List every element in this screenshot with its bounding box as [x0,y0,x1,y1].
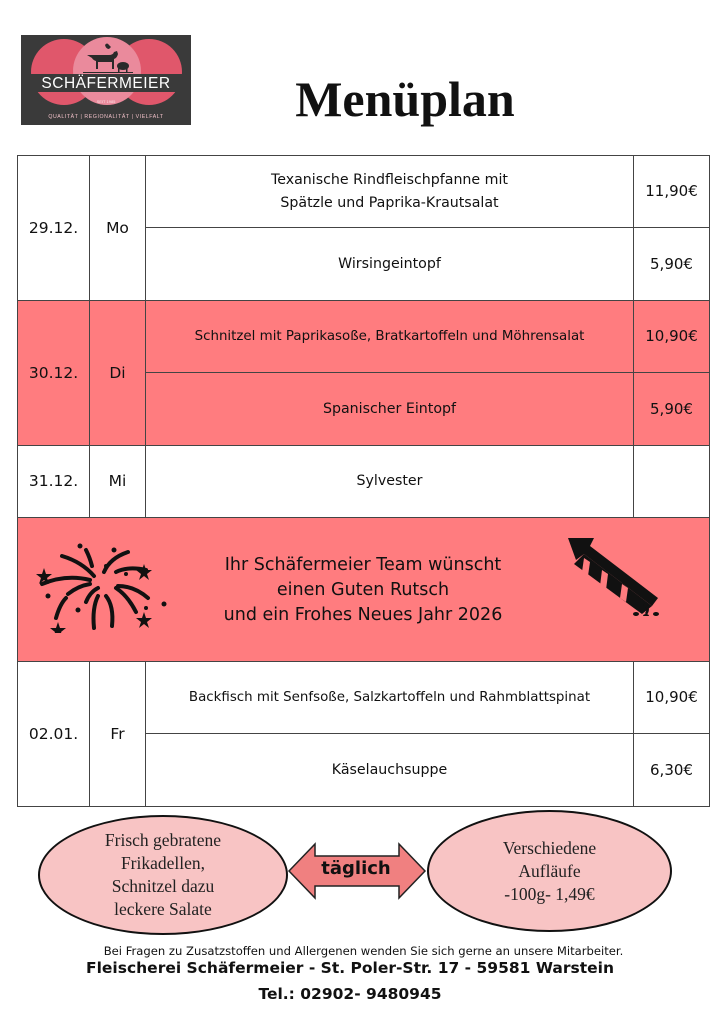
special-left-line: Frisch gebratene [104,830,222,850]
price-cell [634,446,709,517]
daily-label: täglich [321,858,391,879]
farm-animals-icon [83,41,133,75]
dish-cell: Schnitzel mit Paprikasoße, Bratkartoffeln und Möhrensalat [146,301,633,373]
dish-cell: Backfisch mit Senfsoße, Salzkartoffeln und Rahmblattspinat [146,662,633,734]
price-cell: 6,30€ [650,760,693,779]
special-right-line: Aufläufe [518,860,581,881]
special-right-line: -100g- 1,49€ [504,883,595,904]
special-left-line: Frikadellen, [120,853,206,873]
allergen-note: Bei Fragen zu Zusatzstoffen und Allergenen wenden Sie sich gerne an unsere Mitarbeiter. [103,944,624,958]
dish-name-line2: Spätzle und Paprika-Krautsalat [280,194,499,211]
menu-row-wednesday [18,446,709,518]
daily-special-left [38,815,288,935]
company-logo [21,35,191,125]
banner-message [183,553,543,628]
weekday-cell: Di [90,301,146,445]
weekday-cell: Mo [90,156,146,300]
special-left-line: leckere Salate [114,899,212,919]
dish-cell [146,156,633,228]
dish-cell: Wirsingeintopf [338,255,441,272]
price-cell: 5,90€ [650,399,693,418]
menu-table [17,155,710,807]
date-cell: 29.12. [18,156,90,300]
dishes-column [146,446,634,517]
dishes-column [146,156,634,300]
menu-row-tuesday [18,301,709,446]
price-cell: 5,90€ [650,254,693,273]
menu-row-friday [18,662,709,806]
dish-cell: Sylvester [356,473,423,489]
dishes-column [146,662,634,806]
daily-special-right [427,810,672,932]
weekday-cell: Fr [90,662,146,806]
banner-line-1: Ihr Schäfermeier Team wünscht [224,555,502,575]
dish-name-line1: Texanische Rindfleischpfanne mit [270,171,508,188]
logo-since: SEIT 1985 [96,99,116,104]
date-cell: 02.01. [18,662,90,806]
fireworks-icon [34,538,179,633]
prices-column [634,156,709,300]
price-cell: 10,90€ [634,662,709,734]
banner-line-3: und ein Frohes Neues Jahr 2026 [223,605,503,625]
weekday-cell: Mi [90,446,146,517]
price-cell: 10,90€ [634,301,709,373]
shop-address: Fleischerei Schäfermeier - St. Poler-Str. 17 - 59581 Warstein [86,959,614,977]
prices-column [634,446,709,517]
dish-cell: Spanischer Eintopf [322,400,457,417]
dish-cell: Käselauchsuppe [331,761,448,778]
banner-line-2: einen Guten Rutsch [276,580,450,600]
page-title: Menüplan [295,71,515,127]
prices-column [634,301,709,445]
shop-phone: Tel.: 02902- 9480945 [258,985,442,1003]
logo-brand-name: SCHÄFERMEIER [41,75,171,92]
rocket-firework-icon [566,536,670,616]
date-cell: 30.12. [18,301,90,445]
menu-row-monday [18,156,709,301]
date-cell: 31.12. [18,446,90,517]
special-left-line: Schnitzel dazu [111,876,215,896]
price-cell: 11,90€ [634,156,709,228]
dishes-column [146,301,634,445]
new-year-banner [18,518,709,662]
special-right-line: Verschiedene [502,837,597,858]
prices-column [634,662,709,806]
logo-tagline: QUALITÄT | REGIONALITÄT | VIELFALT [48,114,164,120]
